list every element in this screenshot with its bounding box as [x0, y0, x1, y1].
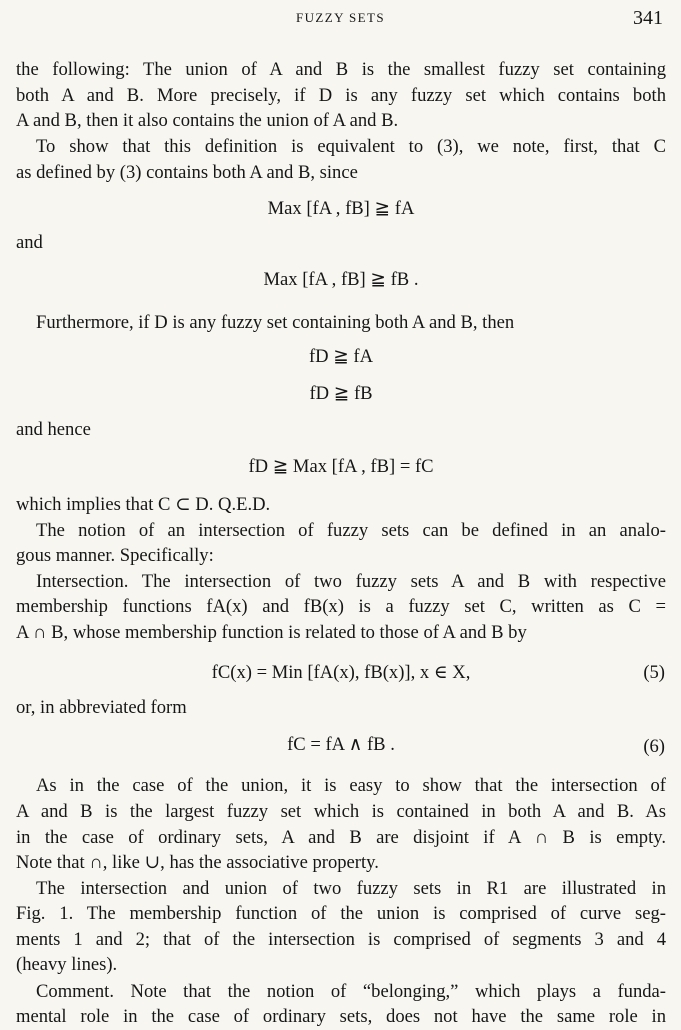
- equation-fd-fb: fD ≧ fB: [309, 383, 373, 404]
- text-line: Fig. 1. The membership function of the union is comprised of curve seg-: [16, 903, 666, 924]
- text-line: A and B, then it also contains the union of A and B.: [16, 110, 399, 131]
- text-line: A ∩ B, whose membership function is related to those of A and B by: [16, 622, 527, 643]
- text-line: The intersection and union of two fuzzy sets in R1 are illustrated in: [36, 878, 666, 899]
- text-line: mental role in the case of ordinary sets, does not have the same role in: [16, 1006, 666, 1027]
- equation-6: fC = fA ∧ fB .: [287, 734, 395, 755]
- text-line: which implies that C ⊂ D. Q.E.D.: [16, 494, 271, 515]
- page-number: 341: [633, 7, 663, 29]
- page-header: [0, 7, 681, 34]
- equation-5: fC(x) = Min [fA(x), fB(x)], x ∈ X,: [211, 662, 471, 683]
- equation-fd-max: fD ≧ Max [fA , fB] = fC: [248, 456, 434, 477]
- text-line: The notion of an intersection of fuzzy sets can be defined in an analo-: [36, 520, 666, 541]
- equation-max-fb: Max [fA , fB] ≧ fB .: [263, 269, 419, 290]
- text-line: and: [16, 232, 43, 253]
- text-line: the following: The union of A and B is the smallest fuzzy set containing: [16, 59, 666, 80]
- equation-max-fa: Max [fA , fB] ≧ fA: [267, 198, 415, 219]
- equation-6-number: (6): [643, 736, 665, 757]
- text-line: Comment. Note that the notion of “belonging,” which plays a funda-: [36, 981, 666, 1002]
- text-line: Note that ∩, like ∪, has the associative property.: [16, 852, 379, 873]
- text-line: in the case of ordinary sets, A and B are disjoint if A ∩ B is empty.: [16, 827, 666, 848]
- text-line: To show that this definition is equivalent to (3), we note, first, that C: [36, 136, 666, 157]
- text-line: As in the case of the union, it is easy to show that the intersection of: [36, 775, 666, 796]
- text-line: A and B is the largest fuzzy set which is contained in both A and B. As: [16, 801, 666, 822]
- equation-fd-fa: fD ≧ fA: [308, 346, 374, 367]
- text-line: (heavy lines).: [16, 954, 118, 975]
- text-line: gous manner. Specifically:: [16, 545, 214, 566]
- text-line: and hence: [16, 419, 91, 440]
- text-line: Intersection. The intersection of two fuzzy sets A and B with respective: [36, 571, 666, 592]
- text-line: Furthermore, if D is any fuzzy set containing both A and B, then: [36, 312, 515, 333]
- text-line: both A and B. More precisely, if D is any fuzzy set which contains both: [16, 85, 666, 106]
- running-head: FUZZY SETS: [296, 10, 385, 25]
- text-line: or, in abbreviated form: [16, 697, 187, 718]
- equation-5-number: (5): [643, 662, 665, 683]
- text-line: as defined by (3) contains both A and B, since: [16, 162, 358, 183]
- text-line: ments 1 and 2; that of the intersection is comprised of segments 3 and 4: [16, 929, 666, 950]
- text-line: membership functions fA(x) and fB(x) is a fuzzy set C, written as C =: [16, 596, 666, 617]
